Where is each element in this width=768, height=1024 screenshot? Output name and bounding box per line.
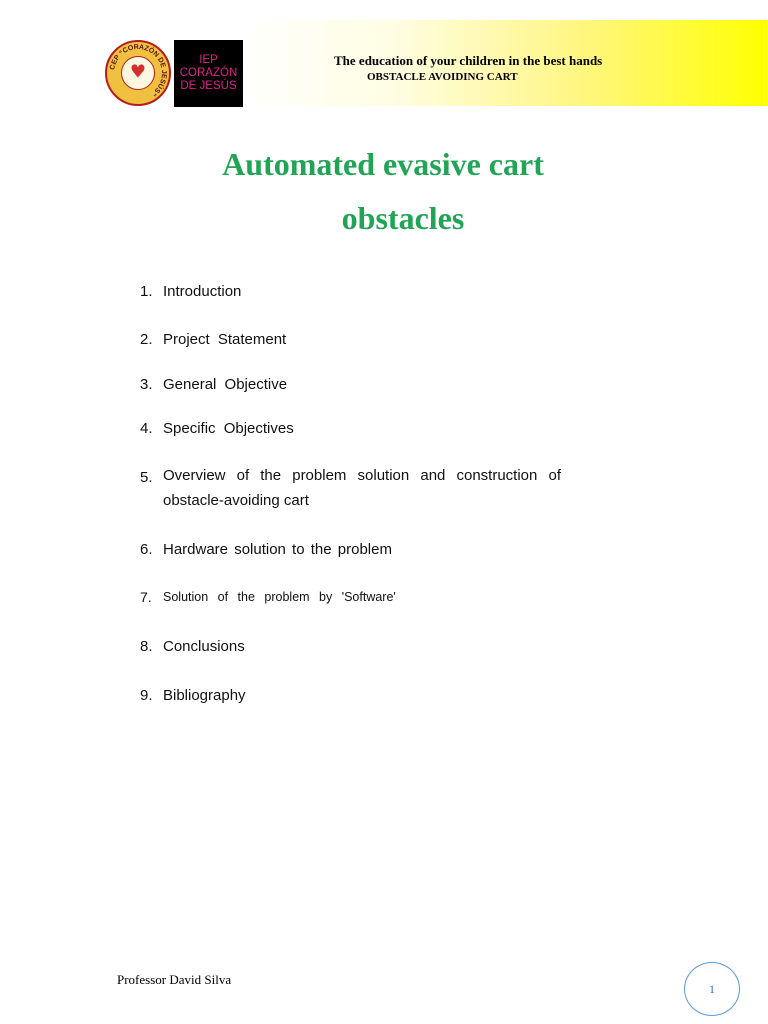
page-number-badge <box>684 962 740 1016</box>
toc-number: 6. <box>140 541 153 558</box>
toc-number: 7. <box>140 589 152 605</box>
toc-text: Solution of the problem by 'Software' <box>163 590 396 604</box>
badge-line: CORAZÓN <box>179 67 238 79</box>
toc-text: Overview of the problem solution and construction of obstacle-avoiding cart <box>163 467 561 509</box>
badge-line: DE JESÚS <box>180 80 237 92</box>
toc-number: 9. <box>140 687 153 704</box>
toc-text: Specific Objectives <box>163 420 294 437</box>
toc-number: 2. <box>140 331 153 348</box>
toc-text: Introduction <box>163 283 242 300</box>
footer-author: Professor David Silva <box>117 972 232 987</box>
page-number: 1 <box>709 981 715 996</box>
toc-text: Project Statement <box>163 331 287 348</box>
header-subtitle: OBSTACLE AVOIDING CART <box>367 71 518 83</box>
toc-number: 3. <box>140 376 153 393</box>
document-title-line1: Automated evasive cart <box>222 146 544 182</box>
toc-number: 8. <box>140 638 153 655</box>
toc-text: Conclusions <box>163 638 245 655</box>
svg-text:CEP “CORAZÓN DE JESÚS”: CEP “CORAZÓN DE JESÚS” <box>109 43 168 97</box>
toc-text: Bibliography <box>163 687 246 704</box>
header-tagline: The education of your children in the best hands <box>334 53 603 68</box>
toc-number: 5. <box>140 469 153 486</box>
toc-number: 1. <box>140 283 153 300</box>
badge-line: IEP <box>199 54 218 66</box>
heart-icon: ♥ <box>129 61 147 83</box>
toc-text: General Objective <box>163 376 288 393</box>
document-title-line2: obstacles <box>341 200 465 236</box>
toc-text: Hardware solution to the problem <box>163 541 392 558</box>
toc-number: 4. <box>140 420 153 437</box>
